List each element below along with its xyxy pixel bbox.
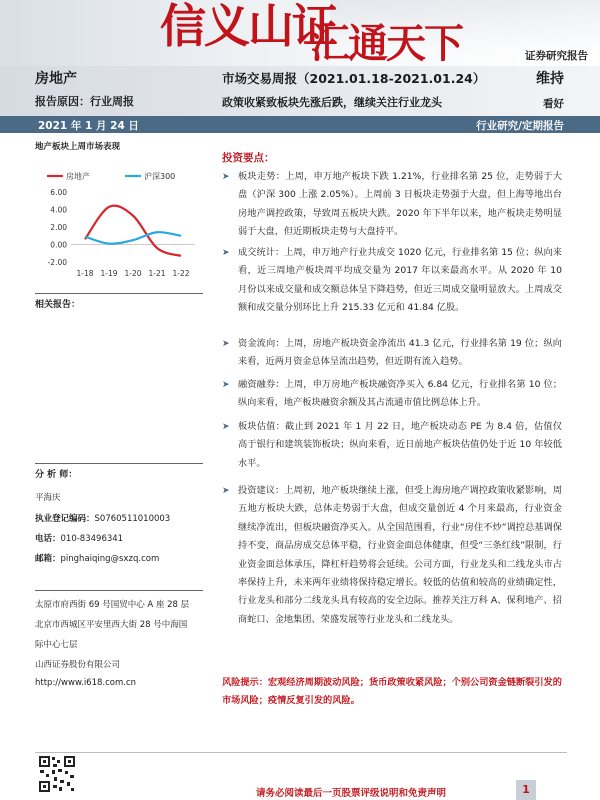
slogan-part1: 信义山证 bbox=[160, 0, 336, 53]
analyst-title: 分 析 师： bbox=[35, 470, 78, 480]
email-label: 邮箱： bbox=[35, 554, 61, 564]
phone-line bbox=[35, 532, 123, 544]
report-reason: 报告原因：行业周报 bbox=[35, 95, 134, 108]
y-tick-label: 2.00 bbox=[50, 223, 67, 232]
disclaimer: 请务必阅读最后一页股票评级说明和免责声明 bbox=[256, 788, 447, 799]
bullet-text: 投资建议：上周初，地产板块继续上涨，但受上海房地产调控政策收紧影响，周五地方板块大跌，总体走势弱于大盘，但成交量创近 4 个月来最高，行业资金继续净流出，但板块融资净买入。从全国范围看，行业“房住不炒”调控总基调保持不变，商品房成交总体平稳，行业资金面总体健康，但受“三条红线”限制，行业资金面总体承压，降杠杆趋势将会延续。公司方面，行业龙头和二线龙头市占率保持上升，未来两年业绩将保持稳定增长。较低的估值和较高的业绩确定性，行业龙头和部分二线龙头具有较高的安全边际。推荐关注万科 A、保利地产、招商蛇口、金地集团、荣盛发展等行业龙头和二线龙头。 bbox=[238, 485, 562, 625]
company-slogan bbox=[160, 0, 462, 66]
y-tick-label: 6.00 bbox=[50, 188, 67, 197]
risk-label: 风险提示： bbox=[222, 677, 268, 688]
email-value[interactable]: pinghaiqing@sxzq.com bbox=[60, 554, 160, 564]
bullet-valuation bbox=[222, 418, 562, 473]
company-name: 山西证券股份有限公司 bbox=[35, 660, 121, 670]
arrow-bullet-icon: ➤ bbox=[222, 422, 230, 432]
report-date: 2021 年 1 月 24 日 bbox=[38, 120, 139, 132]
phone-value: 010-83496341 bbox=[60, 534, 124, 544]
x-tick-label: 1-19 bbox=[100, 269, 118, 278]
address-line: 北京市西城区平安里西大街 28 号中海国 bbox=[35, 620, 188, 630]
divider bbox=[35, 463, 203, 464]
market-chart bbox=[35, 154, 203, 289]
bullet-volume bbox=[222, 244, 562, 318]
bullet-text: 资金流向：上周，房地产板块资金净流出 41.3 亿元，行业排名第 19 位；纵向来看，近两月资金总体呈流出趋势，但近期有流入趋势。 bbox=[238, 338, 562, 368]
header-banner bbox=[0, 0, 600, 66]
arrow-bullet-icon: ➤ bbox=[222, 172, 230, 182]
rating: 维持 bbox=[536, 71, 564, 87]
address-line: 际中心七层 bbox=[35, 640, 78, 650]
rating-outlook: 看好 bbox=[543, 98, 564, 110]
report-type: 证券研究报告 bbox=[525, 50, 588, 62]
report-subtitle: 政策收紧致板块先涨后跌，继续关注行业龙头 bbox=[222, 96, 442, 109]
x-tick-label: 1-20 bbox=[124, 269, 142, 278]
analyst-name: 平海庆 bbox=[35, 493, 61, 503]
divider bbox=[35, 293, 203, 294]
chart-title: 地产板块上周市场表现 bbox=[35, 142, 121, 152]
footer-divider bbox=[35, 752, 567, 753]
phone-label: 电话： bbox=[35, 534, 61, 544]
email-line bbox=[35, 552, 159, 564]
arrow-bullet-icon: ➤ bbox=[222, 380, 230, 390]
bullet-text: 板块走势：上周，申万地产板块下跌 1.21%，行业排名第 25 位，走势弱于大盘（沪深 300 上涨 2.05%）。上周前 3 日板块走势强于大盘，但上海等地出台房地产调控政策，导致周五板块大跌。2020 年下半年以来，地产板块走势明显弱于大盘，但近期板块走势与大盘持平。 bbox=[238, 171, 562, 238]
cert-line bbox=[35, 512, 170, 524]
slogan-part2: 汇通天下 bbox=[310, 20, 462, 66]
report-title: 市场交易周报（2021.01.18-2021.01.24） bbox=[222, 71, 486, 86]
bullet-text: 板块估值：截止到 2021 年 1 月 22 日，地产板块动态 PE 为 8.4 倍，估值仅高于银行和建筑装饰板块；纵向来看，近日前地产板块估值仍处于近 10 年较低水平。 bbox=[238, 421, 562, 469]
cert-label: 执业登记编码： bbox=[35, 514, 95, 524]
investment-points-title: 投资要点： bbox=[222, 152, 275, 164]
bullet-trend bbox=[222, 168, 562, 242]
report-category: 行业研究/定期报告 bbox=[476, 120, 564, 132]
series-line bbox=[85, 206, 181, 256]
sector-name: 房地产 bbox=[35, 71, 77, 87]
bullet-text: 融资融券：上周，申万房地产板块融资净买入 6.84 亿元，行业排名第 10 位；纵向来看，地产板块融资余额及其占流通市值比例总体上升。 bbox=[238, 379, 562, 409]
x-tick-label: 1-22 bbox=[172, 269, 190, 278]
legend-label: 房地产 bbox=[66, 172, 90, 181]
divider bbox=[35, 590, 203, 591]
cert-value: S0760511010003 bbox=[94, 514, 171, 524]
legend-label: 沪深300 bbox=[144, 172, 176, 181]
bullet-capital-flow bbox=[222, 335, 562, 372]
qr-code-icon bbox=[38, 755, 76, 793]
page-number: 1 bbox=[516, 780, 536, 800]
arrow-bullet-icon: ➤ bbox=[222, 486, 230, 496]
bullet-margin-trading bbox=[222, 376, 562, 413]
address-line: 太原市府西街 69 号国贸中心 A 座 28 层 bbox=[35, 600, 190, 610]
y-tick-label: 4.00 bbox=[50, 205, 67, 215]
arrow-bullet-icon: ➤ bbox=[222, 339, 230, 349]
bullet-text: 成交统计：上周，申万地产行业共成交 1020 亿元，行业排名第 15 位；纵向来看，近三周地产板块周平均成交量为 2017 年以来最高水平。从 2020 年 10 月份以来成交量和成交额总体呈下降趋势，但近三周成交量明显放大。上周成交额和成交量分别环比上升 215.33 亿元和 41.84 亿股。 bbox=[238, 247, 562, 314]
company-website[interactable]: http://www.i618.com.cn bbox=[35, 678, 137, 688]
arrow-bullet-icon: ➤ bbox=[222, 248, 230, 258]
y-tick-label: 0.00 bbox=[50, 240, 67, 250]
risk-text: 宏观经济周期波动风险；货币政策收紧风险；个别公司资金链断裂引发的市场风险；疫情反复引发的风险。 bbox=[222, 677, 562, 707]
y-tick-label: -2.00 bbox=[47, 258, 67, 267]
chart-svg bbox=[35, 154, 203, 289]
series-line bbox=[85, 232, 181, 244]
related-reports-title: 相关报告： bbox=[35, 300, 81, 310]
bullet-recommendation bbox=[222, 482, 562, 629]
x-tick-label: 1-21 bbox=[148, 269, 166, 278]
risk-warning bbox=[222, 674, 567, 711]
x-tick-label: 1-18 bbox=[76, 269, 94, 278]
